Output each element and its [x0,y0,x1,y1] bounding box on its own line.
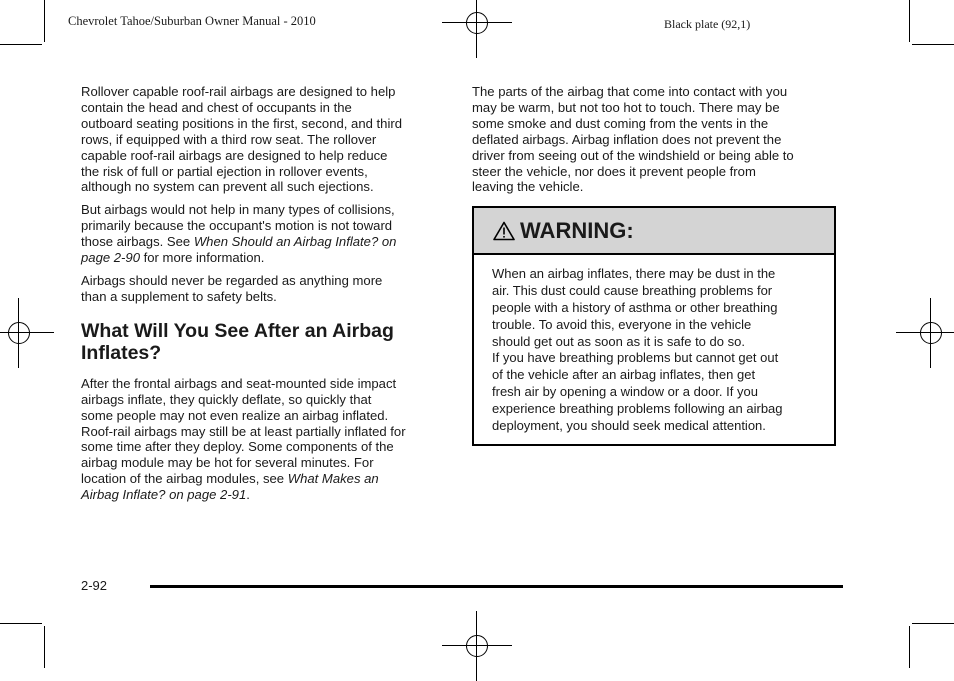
registration-mark-bottom [442,611,512,681]
running-header-title: Chevrolet Tahoe/Suburban Owner Manual - 2010 [68,14,316,28]
cross-reference-link[interactable]: What Makes an Airbag Inflate? on page 2-91 [81,471,379,503]
registration-mark-left [0,298,54,368]
paragraph-after-inflation [81,376,451,503]
paragraph-airbag-parts: The parts of the airbag that come into contact with you may be warm, but not too hot to touch. There may be some smoke and dust coming from the vents in the deflated airbags. Airbag inflation does not prevent the driver from seeing out of the windshield or being able to steer the vehicle, nor does it prevent people from leaving the vehicle. [472,84,794,195]
crop-mark [44,0,45,42]
paragraph-supplement: Airbags should never be regarded as anything more than a supplement to safety belts. [81,272,383,304]
crop-mark [0,623,42,624]
crop-mark [909,626,910,668]
registration-mark-top [442,0,512,58]
crop-mark [44,626,45,668]
warning-body: When an airbag inflates, there may be dust in the air. This dust could cause breathing problems for people with a history of asthma or other breathing trouble. To avoid this, everyone in the vehicle should get out as soon as it is safe to do so. If you have breathing problems but cannot get out of the vehicle after an airbag inflates, then get fresh air by opening a window or a door. If you experience breathing problems following an airbag deployment, you should seek medical attention. [492,266,783,433]
left-column [81,84,451,510]
paragraph-collisions [81,202,451,266]
crop-mark [912,44,954,45]
footer-rule [150,585,843,588]
page-number: 2-92 [81,578,108,593]
registration-mark-right [896,298,954,368]
paragraph-text: . [246,487,250,503]
plate-label: Black plate (92,1) [664,17,751,31]
warning-title: WARNING: [520,217,634,243]
paragraph-text: for more information. [139,250,265,266]
warning-box [472,206,836,446]
cross-reference-link[interactable]: When Should an Airbag Inflate? on page 2-90 [81,234,397,266]
right-column [472,84,836,446]
paragraph-rollover: Rollover capable roof-rail airbags are designed to help contain the head and chest of occupants in the outboard seating positions in the first, second, and third rows, if equipped with a third row seat. The rollover capable roof-rail airbags are designed to help reduce the risk of full or partial ejection in rollover events, although no system can prevent all such ejections. [81,84,402,195]
paragraph-text: But airbags would not help in many types of collisions, primarily because the occupant's motion is not toward those airbags. See [81,202,395,250]
paragraph-text: After the frontal airbags and seat-mounted side impact airbags inflate, they quickly deflate, so quickly that some people may not even realize an airbag inflated. Roof-rail airbags may still be at least partially inflated for some time after they deploy. Some components of the airbag module may be hot for several minutes. For location of the airbag modules, see [81,375,406,487]
warning-triangle-icon [493,221,515,241]
warning-header [474,208,834,255]
section-heading: What Will You See After an Airbag Inflates? [81,319,394,364]
crop-mark [909,0,910,42]
crop-mark [0,44,42,45]
crop-mark [912,623,954,624]
